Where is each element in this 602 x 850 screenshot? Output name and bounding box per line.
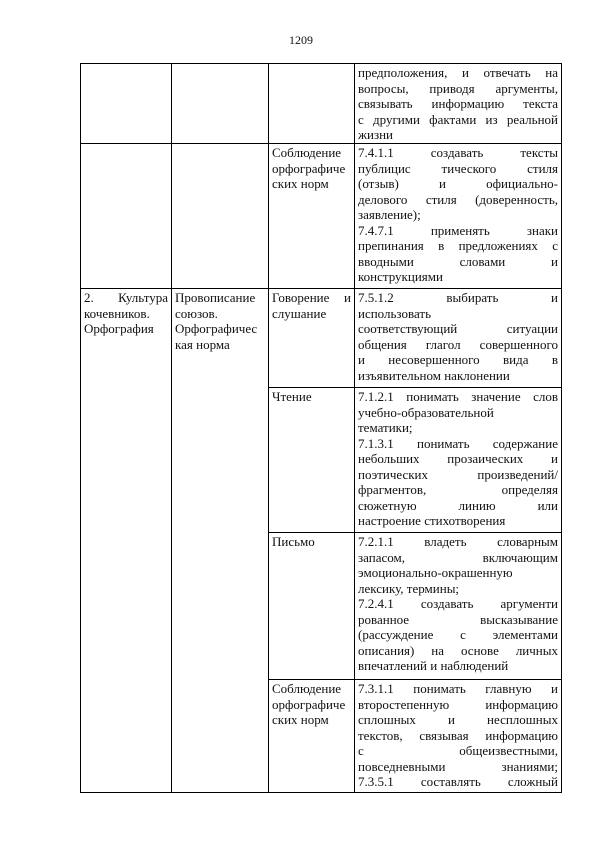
- text-line: использовать: [358, 305, 431, 321]
- text-line: 7.5.1.2 выбирать и: [358, 290, 558, 305]
- page-number: 1209: [289, 33, 313, 47]
- topic-cell: [172, 64, 269, 144]
- theme-cell: [81, 289, 172, 793]
- text-line: Орфография: [84, 321, 154, 336]
- text-line: 7.4.1.1 создавать тексты: [358, 145, 558, 160]
- text-line: заявление);: [358, 207, 421, 222]
- text-line: Говорение и: [272, 290, 351, 305]
- text-line: текстов, связывая информацию: [358, 727, 558, 743]
- text-line: вводными словами и: [358, 253, 558, 269]
- text-line: препинания в предложениях с: [358, 238, 558, 253]
- topic-cell: [172, 144, 269, 289]
- skill-cell: [269, 388, 355, 533]
- text-line: слушание: [272, 305, 327, 321]
- text-line: ских норм: [272, 176, 329, 191]
- skill-cell: [269, 289, 355, 388]
- text-line: 2. Культура: [84, 290, 168, 305]
- text-line: (рассуждение с элементами: [358, 627, 558, 642]
- text-line: вопросы, приводя аргументы,: [358, 80, 558, 96]
- text-line: соответствующий ситуации: [358, 321, 558, 336]
- text-line: орфографиче: [272, 696, 346, 712]
- text-line: с общеизвестными,: [358, 743, 558, 758]
- objectives-cell: [355, 533, 562, 680]
- text-line: ских норм: [272, 712, 329, 727]
- table-row: [81, 144, 562, 289]
- text-line: Орфографичес: [175, 321, 258, 336]
- text-line: эмоционально-окрашенную: [358, 565, 513, 580]
- objectives-cell: [355, 388, 562, 533]
- text-line: (отзыв) и официально-: [358, 176, 558, 191]
- text-line: учебно-образовательной: [358, 404, 494, 420]
- text-line: повседневными знаниями;: [358, 758, 558, 774]
- text-line: рованное высказывание: [358, 611, 558, 627]
- theme-cell: [81, 144, 172, 289]
- text-line: настроение стихотворения: [358, 513, 506, 528]
- skill-cell: [269, 144, 355, 289]
- text-line: небольших прозаических и: [358, 451, 558, 466]
- skill-cell: [269, 64, 355, 144]
- text-line: лексику, термины;: [358, 580, 460, 596]
- text-line: поэтических произведений/: [358, 466, 558, 482]
- text-line: Соблюдение: [272, 681, 342, 696]
- text-line: запасом, включающим: [358, 549, 558, 565]
- topic-cell: [172, 289, 269, 793]
- text-line: общения глагол совершенного: [358, 336, 558, 352]
- text-line: публицис тического стиля: [358, 160, 558, 176]
- text-line: делового стиля (доверенность,: [358, 191, 558, 207]
- text-line: сплошных и несплошных: [358, 712, 558, 727]
- text-line: орфографиче: [272, 160, 346, 176]
- text-line: кочевников.: [84, 305, 150, 321]
- objectives-cell: [355, 144, 562, 289]
- objectives-cell: [355, 680, 562, 793]
- text-line: и несовершенного вида в: [358, 352, 558, 367]
- objectives-cell: [355, 289, 562, 388]
- text-line: сюжетную линию или: [358, 497, 558, 513]
- text-line: Чтение: [272, 389, 312, 404]
- skill-cell: [269, 533, 355, 680]
- text-line: предположения, и отвечать на: [358, 65, 558, 80]
- text-line: 7.3.1.1 понимать главную и: [358, 681, 558, 696]
- text-line: Провописание: [175, 290, 256, 305]
- text-line: 7.2.1.1 владеть словарным: [358, 534, 558, 549]
- text-line: 7.2.4.1 создавать аргументи: [358, 596, 558, 611]
- table-row: [81, 64, 562, 144]
- text-line: 7.3.5.1 составлять сложный: [358, 774, 558, 789]
- text-line: 7.4.7.1 применять знаки: [358, 222, 558, 238]
- text-line: 7.1.3.1 понимать содержание: [358, 435, 558, 451]
- text-line: Соблюдение: [272, 145, 342, 160]
- text-line: тематики;: [358, 420, 413, 435]
- curriculum-table: [80, 63, 562, 793]
- text-line: второстепенную информацию: [358, 696, 558, 712]
- text-line: жизни: [358, 127, 393, 142]
- table-row: [81, 289, 562, 388]
- objectives-cell: [355, 64, 562, 144]
- theme-cell: [81, 64, 172, 144]
- text-line: связывать информацию текста: [358, 96, 558, 111]
- text-line: впечатлений и наблюдений: [358, 658, 509, 673]
- text-line: 7.1.2.1 понимать значение слов: [358, 389, 558, 404]
- text-line: изъявительном наклонении: [358, 367, 510, 383]
- text-line: описания) на основе личных: [358, 642, 558, 658]
- text-line: союзов.: [175, 305, 218, 321]
- text-line: с другими фактами из реальной: [358, 111, 558, 127]
- text-line: Письмо: [272, 534, 315, 549]
- skill-cell: [269, 680, 355, 793]
- text-line: фрагментов, определяя: [358, 482, 558, 497]
- text-line: конструкциями: [358, 269, 443, 284]
- text-line: кая норма: [175, 336, 230, 352]
